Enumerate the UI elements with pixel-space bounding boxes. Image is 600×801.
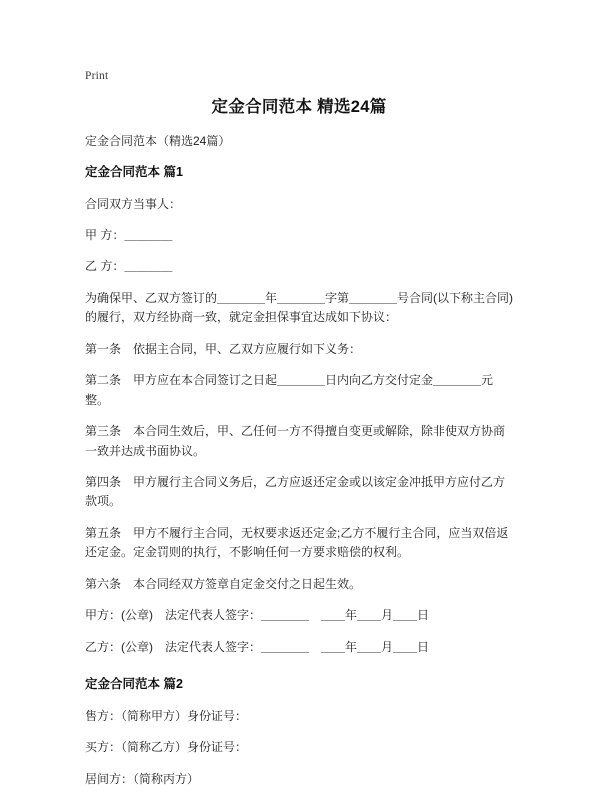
document-subtitle: 定金合同范本（精选24篇）: [85, 134, 231, 149]
print-link[interactable]: Print: [85, 70, 109, 82]
signature-party-b: 乙方：(公章) 法定代表人签字：＿＿＿＿ ＿＿年＿＿月＿＿日: [85, 639, 429, 654]
broker-field: 居间方：（简称丙方）: [85, 771, 200, 786]
clause-6: 第六条 本合同经双方签章自定金交付之日起生效。: [85, 576, 362, 591]
section-heading-1: 定金合同范本 篇1: [85, 164, 183, 179]
party-a-field: 甲 方：＿＿＿＿: [85, 228, 173, 243]
party-b-field: 乙 方：＿＿＿＿: [85, 259, 173, 274]
clause-5: 第五条 甲方不履行主合同，无权要求返还定金;乙方不履行主合同，应当双倍返还定金。定金罚则的执行，不影响任何一方要求赔偿的权利。: [85, 525, 509, 560]
signature-party-a: 甲方：(公章) 法定代表人签字：＿＿＿＿ ＿＿年＿＿月＿＿日: [85, 608, 429, 623]
seller-field: 售方：（简称甲方）身份证号：: [85, 708, 248, 723]
contract-preamble: 为确保甲、乙双方签订的＿＿＿＿年＿＿＿＿字第＿＿＿＿号合同(以下称主合同)的履行，双方经协商一致，就定金担保事宜达成如下协议：: [85, 290, 513, 325]
buyer-field: 买方：（简称乙方）身份证号：: [85, 740, 248, 755]
clause-2: 第二条 甲方应在本合同签订之日起＿＿＿＿日内向乙方交付定金＿＿＿＿元整。: [85, 373, 494, 407]
page-title: 定金合同范本 精选24篇: [211, 98, 387, 116]
clause-1: 第一条 依据主合同，甲、乙双方应履行如下义务：: [85, 341, 362, 356]
clause-3: 第三条 本合同生效后，甲、乙任何一方不得擅自变更或解除，除非使双方协商一致并达成书面协议。: [85, 424, 506, 458]
clause-4: 第四条 甲方履行主合同义务后，乙方应返还定金或以该定金冲抵甲方应付乙方款项。: [85, 474, 506, 509]
section-heading-2: 定金合同范本 篇2: [85, 677, 183, 692]
parties-intro: 合同双方当事人：: [85, 196, 182, 211]
document-body: [85, 96, 513, 801]
